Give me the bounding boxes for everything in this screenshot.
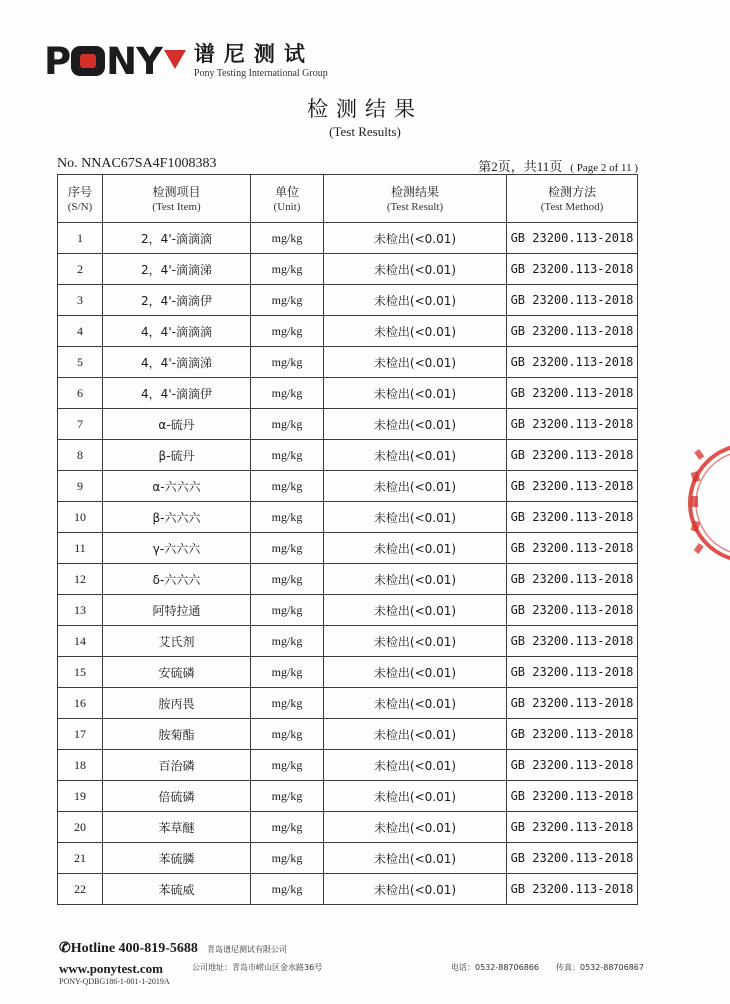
results-table bbox=[57, 174, 638, 905]
column-header-result: 检测结果 (Test Result) bbox=[324, 175, 507, 223]
cell-test-method: GB 23200.113-2018 bbox=[507, 781, 638, 812]
column-header-sn: 序号 (S/N) bbox=[58, 175, 103, 223]
cell-test-method: GB 23200.113-2018 bbox=[507, 874, 638, 905]
logo-chinese-name: 谱尼测试 bbox=[193, 42, 314, 66]
table-row bbox=[58, 502, 638, 533]
table-row bbox=[58, 719, 638, 750]
table-row bbox=[58, 347, 638, 378]
cell-sn: 18 bbox=[58, 750, 103, 781]
cell-unit: mg/kg bbox=[251, 843, 324, 874]
cell-unit: mg/kg bbox=[251, 285, 324, 316]
table-row bbox=[58, 781, 638, 812]
cell-test-item: 胺丙畏 bbox=[103, 688, 251, 719]
cell-unit: mg/kg bbox=[251, 533, 324, 564]
cell-test-item: 苯硫威 bbox=[103, 874, 251, 905]
table-row bbox=[58, 316, 638, 347]
table-row bbox=[58, 533, 638, 564]
footer-document-code: PONY-QDBG186-1-001-1-2019A bbox=[59, 977, 170, 986]
cell-test-item: 倍硫磷 bbox=[103, 781, 251, 812]
company-logo bbox=[44, 42, 328, 82]
cell-sn: 20 bbox=[58, 812, 103, 843]
cell-unit: mg/kg bbox=[251, 502, 324, 533]
cell-test-item: 4，4'-滴滴滴 bbox=[103, 316, 251, 347]
cell-sn: 5 bbox=[58, 347, 103, 378]
cell-test-item: δ-六六六 bbox=[103, 564, 251, 595]
cell-test-result: 未检出(<0.01) bbox=[324, 657, 507, 688]
cell-test-method: GB 23200.113-2018 bbox=[507, 564, 638, 595]
footer bbox=[59, 937, 659, 986]
cell-test-result: 未检出(<0.01) bbox=[324, 502, 507, 533]
page-indicator bbox=[478, 156, 638, 175]
cell-sn: 19 bbox=[58, 781, 103, 812]
page-title: 检测结果 bbox=[307, 97, 423, 121]
cell-test-method: GB 23200.113-2018 bbox=[507, 347, 638, 378]
cell-sn: 15 bbox=[58, 657, 103, 688]
cell-test-method: GB 23200.113-2018 bbox=[507, 285, 638, 316]
cell-test-result: 未检出(<0.01) bbox=[324, 564, 507, 595]
footer-company-name: 青岛谱尼测试有限公司 bbox=[206, 945, 287, 954]
cell-unit: mg/kg bbox=[251, 254, 324, 285]
cell-test-item: 2，4'-滴滴滴 bbox=[103, 223, 251, 254]
footer-contact-row bbox=[59, 958, 659, 977]
cell-test-item: 4，4'-滴滴涕 bbox=[103, 347, 251, 378]
cell-test-method: GB 23200.113-2018 bbox=[507, 688, 638, 719]
footer-website: www.ponytest.com bbox=[59, 961, 163, 976]
cell-sn: 12 bbox=[58, 564, 103, 595]
logo-triangle-icon bbox=[164, 50, 186, 69]
cell-sn: 4 bbox=[58, 316, 103, 347]
logo-o-mark bbox=[71, 46, 105, 76]
cell-test-method: GB 23200.113-2018 bbox=[507, 533, 638, 564]
cell-test-result: 未检出(<0.01) bbox=[324, 812, 507, 843]
cell-sn: 3 bbox=[58, 285, 103, 316]
cell-test-item: α-六六六 bbox=[103, 471, 251, 502]
table-row bbox=[58, 595, 638, 626]
cell-unit: mg/kg bbox=[251, 440, 324, 471]
cell-test-method: GB 23200.113-2018 bbox=[507, 440, 638, 471]
cell-unit: mg/kg bbox=[251, 471, 324, 502]
cell-test-result: 未检出(<0.01) bbox=[324, 409, 507, 440]
cell-sn: 2 bbox=[58, 254, 103, 285]
table-row bbox=[58, 378, 638, 409]
cell-test-item: 2，4'-滴滴涕 bbox=[103, 254, 251, 285]
cell-unit: mg/kg bbox=[251, 316, 324, 347]
footer-phone: 电话：0532-88706866 bbox=[451, 963, 539, 972]
cell-test-item: γ-六六六 bbox=[103, 533, 251, 564]
cell-test-result: 未检出(<0.01) bbox=[324, 843, 507, 874]
cell-sn: 21 bbox=[58, 843, 103, 874]
cell-test-result: 未检出(<0.01) bbox=[324, 378, 507, 409]
cell-test-item: 艾氏剂 bbox=[103, 626, 251, 657]
cell-sn: 14 bbox=[58, 626, 103, 657]
cell-test-item: 胺菊酯 bbox=[103, 719, 251, 750]
cell-sn: 1 bbox=[58, 223, 103, 254]
cell-unit: mg/kg bbox=[251, 688, 324, 719]
cell-sn: 8 bbox=[58, 440, 103, 471]
cell-test-result: 未检出(<0.01) bbox=[324, 316, 507, 347]
table-row bbox=[58, 688, 638, 719]
table-row bbox=[58, 564, 638, 595]
table-row bbox=[58, 254, 638, 285]
cell-sn: 22 bbox=[58, 874, 103, 905]
cell-test-result: 未检出(<0.01) bbox=[324, 688, 507, 719]
cell-unit: mg/kg bbox=[251, 781, 324, 812]
cell-test-item: 苯草醚 bbox=[103, 812, 251, 843]
cell-test-result: 未检出(<0.01) bbox=[324, 719, 507, 750]
cell-unit: mg/kg bbox=[251, 657, 324, 688]
logo-text bbox=[194, 42, 328, 80]
cell-test-method: GB 23200.113-2018 bbox=[507, 316, 638, 347]
column-header-method: 检测方法 (Test Method) bbox=[507, 175, 638, 223]
column-header-item: 检测项目 (Test Item) bbox=[103, 175, 251, 223]
table-row bbox=[58, 285, 638, 316]
cell-test-result: 未检出(<0.01) bbox=[324, 533, 507, 564]
cell-test-item: α-硫丹 bbox=[103, 409, 251, 440]
cell-test-result: 未检出(<0.01) bbox=[324, 781, 507, 812]
cell-test-result: 未检出(<0.01) bbox=[324, 440, 507, 471]
page-subtitle: (Test Results) bbox=[329, 124, 401, 139]
cell-test-result: 未检出(<0.01) bbox=[324, 254, 507, 285]
cell-test-item: β-六六六 bbox=[103, 502, 251, 533]
cell-test-result: 未检出(<0.01) bbox=[324, 874, 507, 905]
table-row bbox=[58, 657, 638, 688]
cell-test-item: β-硫丹 bbox=[103, 440, 251, 471]
table-row bbox=[58, 874, 638, 905]
table-row bbox=[58, 626, 638, 657]
cell-sn: 9 bbox=[58, 471, 103, 502]
table-row bbox=[58, 223, 638, 254]
table-row bbox=[58, 750, 638, 781]
cell-test-result: 未检出(<0.01) bbox=[324, 626, 507, 657]
cell-test-method: GB 23200.113-2018 bbox=[507, 750, 638, 781]
cell-unit: mg/kg bbox=[251, 564, 324, 595]
logo-english-name: Pony Testing International Group bbox=[193, 68, 328, 79]
cell-unit: mg/kg bbox=[251, 595, 324, 626]
cell-test-result: 未检出(<0.01) bbox=[324, 471, 507, 502]
cell-test-method: GB 23200.113-2018 bbox=[507, 223, 638, 254]
cell-unit: mg/kg bbox=[251, 223, 324, 254]
cell-test-result: 未检出(<0.01) bbox=[324, 223, 507, 254]
cell-test-method: GB 23200.113-2018 bbox=[507, 719, 638, 750]
cell-test-item: 百治磷 bbox=[103, 750, 251, 781]
cell-test-item: 4，4'-滴滴伊 bbox=[103, 378, 251, 409]
cell-test-method: GB 23200.113-2018 bbox=[507, 471, 638, 502]
cell-test-method: GB 23200.113-2018 bbox=[507, 254, 638, 285]
footer-address: 公司地址：青岛市崂山区金水路36号 bbox=[192, 963, 323, 972]
page-indicator-cn: 第2页，共11页 bbox=[478, 159, 563, 174]
logo-wordmark: P NY bbox=[44, 40, 162, 83]
cell-unit: mg/kg bbox=[251, 409, 324, 440]
cell-unit: mg/kg bbox=[251, 719, 324, 750]
cell-unit: mg/kg bbox=[251, 347, 324, 378]
cell-test-result: 未检出(<0.01) bbox=[324, 347, 507, 378]
cell-test-item: 安硫磷 bbox=[103, 657, 251, 688]
cell-sn: 6 bbox=[58, 378, 103, 409]
footer-fax: 传真：0532-88706867 bbox=[556, 963, 644, 972]
red-seal-stamp bbox=[686, 428, 730, 578]
report-number: No. NNAC67SA4F1008383 bbox=[57, 156, 217, 171]
table-row bbox=[58, 409, 638, 440]
column-header-unit: 单位 (Unit) bbox=[251, 175, 324, 223]
cell-test-method: GB 23200.113-2018 bbox=[507, 843, 638, 874]
cell-sn: 10 bbox=[58, 502, 103, 533]
cell-test-result: 未检出(<0.01) bbox=[324, 285, 507, 316]
table-row bbox=[58, 440, 638, 471]
cell-unit: mg/kg bbox=[251, 626, 324, 657]
cell-test-method: GB 23200.113-2018 bbox=[507, 595, 638, 626]
page-indicator-en: ( Page 2 of 11 ) bbox=[570, 162, 638, 174]
cell-test-method: GB 23200.113-2018 bbox=[507, 657, 638, 688]
table-body bbox=[58, 223, 638, 905]
cell-test-method: GB 23200.113-2018 bbox=[507, 502, 638, 533]
cell-test-method: GB 23200.113-2018 bbox=[507, 378, 638, 409]
cell-unit: mg/kg bbox=[251, 812, 324, 843]
cell-test-method: GB 23200.113-2018 bbox=[507, 409, 638, 440]
cell-test-result: 未检出(<0.01) bbox=[324, 750, 507, 781]
cell-test-method: GB 23200.113-2018 bbox=[507, 812, 638, 843]
cell-test-item: 2，4'-滴滴伊 bbox=[103, 285, 251, 316]
table-row bbox=[58, 471, 638, 502]
cell-test-result: 未检出(<0.01) bbox=[324, 595, 507, 626]
cell-test-item: 苯硫膦 bbox=[103, 843, 251, 874]
cell-test-item: 阿特拉通 bbox=[103, 595, 251, 626]
cell-sn: 13 bbox=[58, 595, 103, 626]
table-row bbox=[58, 812, 638, 843]
cell-sn: 17 bbox=[58, 719, 103, 750]
cell-sn: 16 bbox=[58, 688, 103, 719]
cell-test-method: GB 23200.113-2018 bbox=[507, 626, 638, 657]
hotline: ✆Hotline 400-819-5688 bbox=[59, 941, 198, 956]
cell-sn: 7 bbox=[58, 409, 103, 440]
cell-sn: 11 bbox=[58, 533, 103, 564]
cell-unit: mg/kg bbox=[251, 378, 324, 409]
cell-unit: mg/kg bbox=[251, 750, 324, 781]
cell-unit: mg/kg bbox=[251, 874, 324, 905]
table-row bbox=[58, 843, 638, 874]
table-header-row bbox=[58, 175, 638, 223]
